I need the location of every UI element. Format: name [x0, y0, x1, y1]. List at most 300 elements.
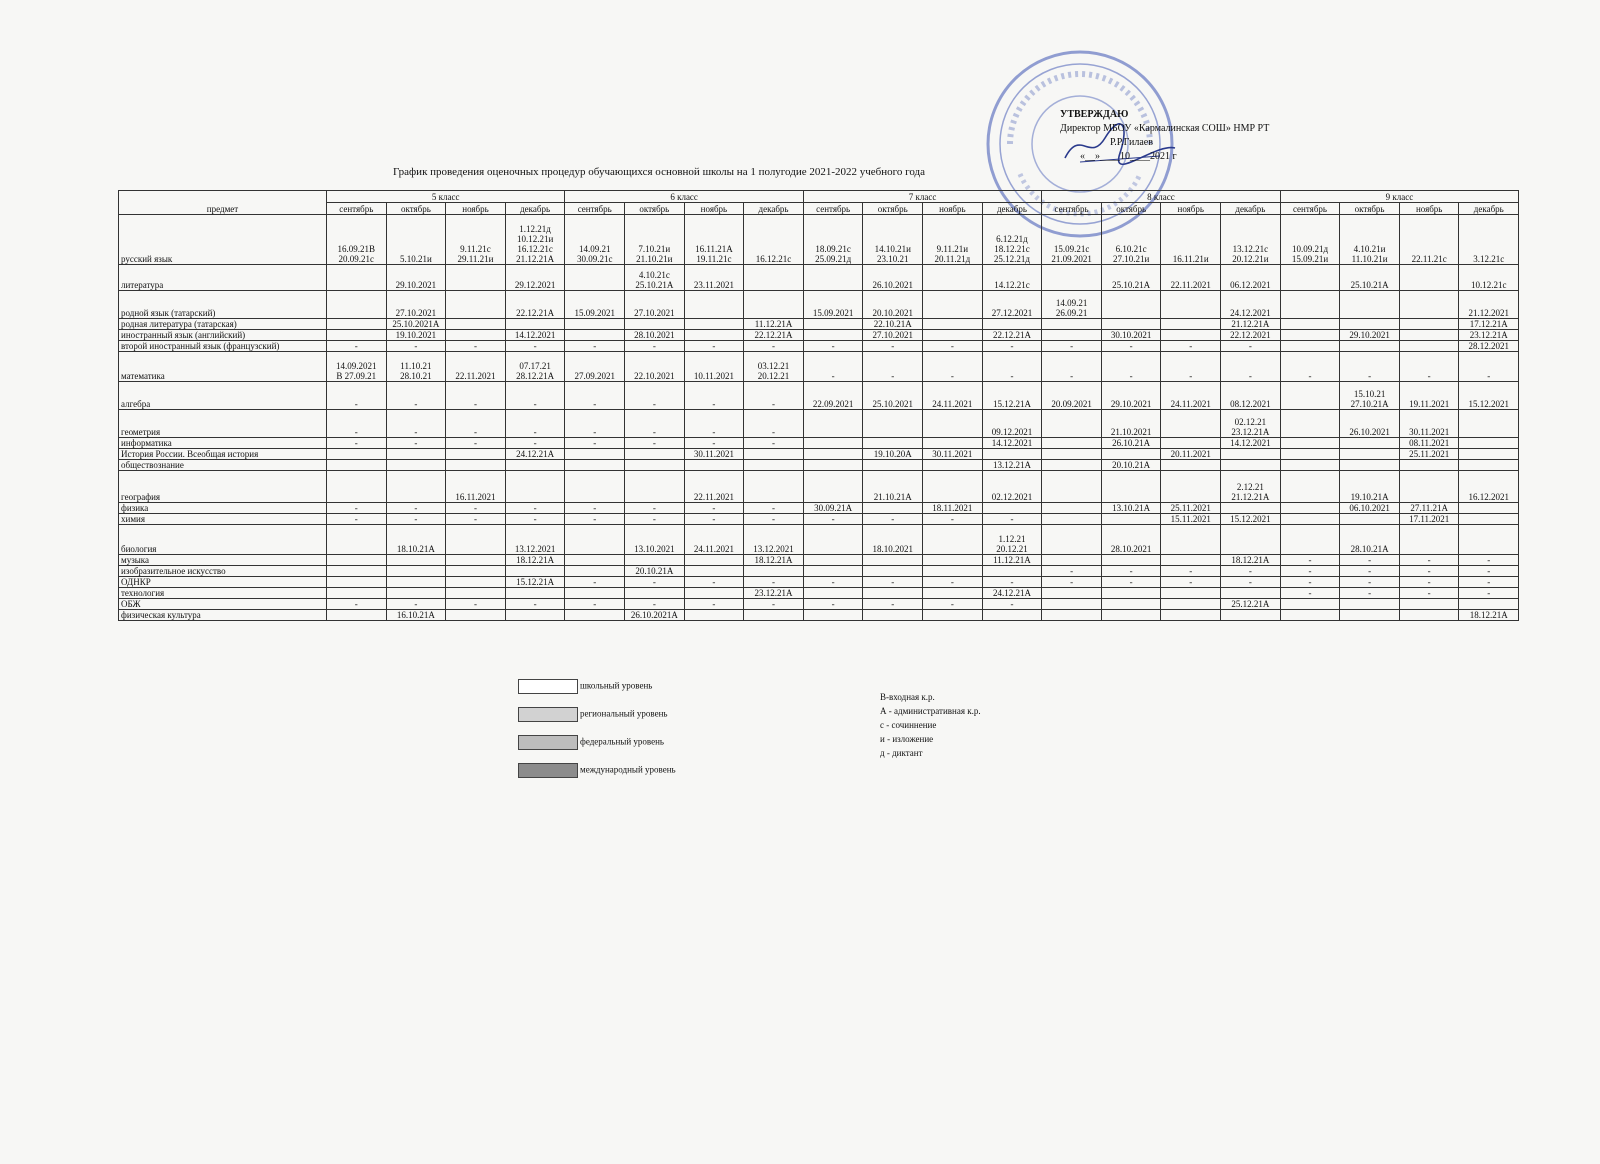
date-cell: 14.09.2021 В 27.09.21 — [327, 352, 387, 382]
date-cell: 26.10.2021 — [863, 265, 923, 291]
date-cell — [505, 471, 565, 503]
date-cell: - — [565, 577, 625, 588]
date-cell: - — [1340, 577, 1400, 588]
date-cell: - — [744, 599, 804, 610]
date-cell — [1161, 291, 1221, 319]
date-cell: - — [1221, 566, 1281, 577]
date-cell: - — [684, 577, 744, 588]
date-cell — [1161, 599, 1221, 610]
subject-cell: физическая культура — [119, 610, 327, 621]
date-cell: 25.10.21А — [1101, 265, 1161, 291]
date-cell — [446, 330, 506, 341]
date-cell — [1221, 503, 1281, 514]
date-cell — [923, 265, 983, 291]
date-cell — [446, 319, 506, 330]
date-cell — [684, 555, 744, 566]
date-cell: - — [446, 410, 506, 438]
date-cell: 14.12.2021 — [1221, 438, 1281, 449]
date-cell: 26.10.21А — [1101, 438, 1161, 449]
date-cell: 28.10.21А — [1340, 525, 1400, 555]
date-cell — [1101, 514, 1161, 525]
date-cell — [1340, 449, 1400, 460]
date-cell — [744, 566, 804, 577]
table-row — [119, 319, 1519, 330]
date-cell: - — [803, 599, 863, 610]
date-cell: - — [327, 599, 387, 610]
date-cell: - — [1399, 352, 1459, 382]
date-cell — [1042, 525, 1102, 555]
date-cell: 24.11.2021 — [684, 525, 744, 555]
date-cell: 22.09.2021 — [803, 382, 863, 410]
date-cell — [1042, 449, 1102, 460]
date-cell: 03.12.21 20.12.21 — [744, 352, 804, 382]
date-cell: - — [1101, 566, 1161, 577]
schedule-body — [119, 215, 1519, 621]
date-cell: 3.12.21с — [1459, 215, 1519, 265]
date-cell: - — [744, 438, 804, 449]
subject-cell: химия — [119, 514, 327, 525]
date-cell: - — [863, 352, 923, 382]
date-cell: 24.11.2021 — [1161, 382, 1221, 410]
date-cell — [923, 291, 983, 319]
date-cell — [565, 566, 625, 577]
date-cell — [565, 460, 625, 471]
date-cell: - — [803, 514, 863, 525]
date-cell: - — [327, 438, 387, 449]
date-cell: - — [565, 341, 625, 352]
date-cell — [744, 265, 804, 291]
date-cell — [1221, 460, 1281, 471]
date-cell: 09.12.2021 — [982, 410, 1042, 438]
table-row — [119, 610, 1519, 621]
date-cell: - — [863, 514, 923, 525]
date-cell — [1280, 460, 1340, 471]
date-cell: 29.12.2021 — [505, 265, 565, 291]
date-cell — [863, 410, 923, 438]
date-cell: 02.12.2021 — [982, 471, 1042, 503]
date-cell: 30.09.21А — [803, 503, 863, 514]
date-cell — [1280, 599, 1340, 610]
date-cell: - — [1280, 352, 1340, 382]
date-cell — [1042, 410, 1102, 438]
table-row — [119, 291, 1519, 319]
date-cell: - — [1340, 352, 1400, 382]
legend-item — [518, 735, 664, 750]
date-cell: - — [863, 341, 923, 352]
date-cell: 17.12.21А — [1459, 319, 1519, 330]
date-cell — [327, 449, 387, 460]
date-cell: 22.12.21А — [505, 291, 565, 319]
date-cell: - — [565, 503, 625, 514]
date-cell: - — [625, 438, 685, 449]
date-cell — [1340, 460, 1400, 471]
date-cell: 30.10.2021 — [1101, 330, 1161, 341]
date-cell — [386, 577, 446, 588]
date-cell — [923, 460, 983, 471]
date-cell — [1221, 449, 1281, 460]
date-cell: - — [982, 577, 1042, 588]
date-cell: 25.10.2021 — [863, 382, 923, 410]
date-cell — [1280, 382, 1340, 410]
date-cell — [1042, 438, 1102, 449]
date-cell — [1399, 291, 1459, 319]
legend-label: международный уровень — [580, 764, 676, 775]
date-cell: - — [923, 352, 983, 382]
date-cell — [1161, 330, 1221, 341]
date-cell: 08.11.2021 — [1399, 438, 1459, 449]
date-cell: 22.12.21А — [744, 330, 804, 341]
date-cell: - — [684, 514, 744, 525]
date-cell — [1101, 588, 1161, 599]
date-cell — [446, 588, 506, 599]
month-header: декабрь — [744, 203, 804, 215]
date-cell — [1042, 610, 1102, 621]
date-cell — [625, 449, 685, 460]
date-cell: - — [744, 503, 804, 514]
date-cell — [982, 610, 1042, 621]
table-row — [119, 410, 1519, 438]
date-cell — [386, 588, 446, 599]
subject-cell: русский язык — [119, 215, 327, 265]
date-cell — [1280, 341, 1340, 352]
subject-cell: родной язык (татарский) — [119, 291, 327, 319]
subject-cell: родная литература (татарская) — [119, 319, 327, 330]
date-cell: 14.10.21и 23.10.21 — [863, 215, 923, 265]
date-cell — [446, 610, 506, 621]
date-cell — [446, 449, 506, 460]
date-cell: 9.11.21с 29.11.21и — [446, 215, 506, 265]
subject-cell: геометрия — [119, 410, 327, 438]
date-cell: - — [744, 341, 804, 352]
legend-swatch — [518, 763, 578, 778]
date-cell — [1340, 438, 1400, 449]
date-cell: 13.12.21А — [982, 460, 1042, 471]
date-cell: - — [684, 341, 744, 352]
date-cell: 14.12.21с — [982, 265, 1042, 291]
date-cell — [803, 460, 863, 471]
date-cell — [1399, 610, 1459, 621]
date-cell — [923, 319, 983, 330]
date-cell: 22.10.2021 — [625, 352, 685, 382]
date-cell: - — [386, 599, 446, 610]
date-cell: - — [923, 514, 983, 525]
date-cell: 21.10.2021 — [1101, 410, 1161, 438]
date-cell: 25.12.21А — [1221, 599, 1281, 610]
date-cell: 13.12.2021 — [505, 525, 565, 555]
date-cell: - — [1101, 341, 1161, 352]
date-cell: - — [327, 514, 387, 525]
date-cell — [1161, 438, 1221, 449]
date-cell — [505, 319, 565, 330]
date-cell — [1101, 599, 1161, 610]
date-cell: 28.10.2021 — [1101, 525, 1161, 555]
date-cell: 2.12.21 21.12.21А — [1221, 471, 1281, 503]
date-cell: - — [684, 410, 744, 438]
date-cell — [446, 566, 506, 577]
date-cell: - — [327, 410, 387, 438]
date-cell: 27.10.2021 — [625, 291, 685, 319]
date-cell: 26.10.2021 — [1340, 410, 1400, 438]
month-header: октябрь — [386, 203, 446, 215]
class-header: 6 класс — [565, 191, 803, 203]
table-row — [119, 577, 1519, 588]
date-cell: - — [505, 410, 565, 438]
legend-label: школьный уровень — [580, 680, 653, 691]
date-cell: - — [1340, 555, 1400, 566]
date-cell: - — [1161, 352, 1221, 382]
date-cell — [625, 555, 685, 566]
date-cell: - — [1042, 352, 1102, 382]
date-cell: 14.09.21 26.09.21 — [1042, 291, 1102, 319]
abbreviation-item: и - изложение — [880, 734, 934, 744]
date-cell — [1399, 265, 1459, 291]
date-cell: - — [446, 514, 506, 525]
date-cell — [327, 319, 387, 330]
date-cell — [684, 291, 744, 319]
date-cell — [863, 503, 923, 514]
date-cell — [744, 449, 804, 460]
date-cell: 17.11.2021 — [1399, 514, 1459, 525]
table-row — [119, 438, 1519, 449]
subject-cell: биология — [119, 525, 327, 555]
date-cell: - — [1221, 341, 1281, 352]
date-cell: - — [923, 577, 983, 588]
date-cell — [982, 566, 1042, 577]
month-header: октябрь — [863, 203, 923, 215]
date-cell: - — [1101, 352, 1161, 382]
date-cell — [863, 566, 923, 577]
date-cell: 10.11.2021 — [684, 352, 744, 382]
date-cell: - — [386, 514, 446, 525]
subject-header: предмет — [119, 191, 327, 215]
date-cell — [1042, 588, 1102, 599]
date-cell: - — [1340, 588, 1400, 599]
legend-swatch — [518, 679, 578, 694]
subject-cell: ОДНКР — [119, 577, 327, 588]
table-row — [119, 215, 1519, 265]
date-cell — [505, 566, 565, 577]
date-cell: - — [446, 438, 506, 449]
date-cell: - — [1042, 566, 1102, 577]
table-row — [119, 382, 1519, 410]
month-header: сентябрь — [1280, 203, 1340, 215]
date-cell — [803, 438, 863, 449]
date-cell: - — [1280, 555, 1340, 566]
date-cell — [803, 410, 863, 438]
date-cell: 5.10.21и — [386, 215, 446, 265]
table-row — [119, 449, 1519, 460]
table-row — [119, 599, 1519, 610]
date-cell: 14.12.2021 — [982, 438, 1042, 449]
date-cell: - — [982, 341, 1042, 352]
date-cell: - — [505, 438, 565, 449]
date-cell — [1459, 410, 1519, 438]
date-cell: - — [744, 382, 804, 410]
subject-cell: второй иностранный язык (французский) — [119, 341, 327, 352]
date-cell — [565, 525, 625, 555]
date-cell: 22.12.21А — [982, 330, 1042, 341]
date-cell — [565, 265, 625, 291]
subject-cell: география — [119, 471, 327, 503]
date-cell: 29.10.2021 — [1101, 382, 1161, 410]
approval-date: «__»____10____2021 г — [1080, 151, 1177, 162]
date-cell — [1280, 525, 1340, 555]
date-cell — [1399, 525, 1459, 555]
date-cell — [744, 460, 804, 471]
date-cell — [1459, 514, 1519, 525]
date-cell: 22.11.2021 — [684, 471, 744, 503]
date-cell: 30.11.2021 — [923, 449, 983, 460]
subject-cell: литература — [119, 265, 327, 291]
month-header: декабрь — [505, 203, 565, 215]
table-row — [119, 566, 1519, 577]
month-header: декабрь — [1459, 203, 1519, 215]
date-cell — [327, 588, 387, 599]
date-cell: 23.11.2021 — [684, 265, 744, 291]
date-cell: - — [1280, 588, 1340, 599]
date-cell — [1101, 471, 1161, 503]
table-row — [119, 471, 1519, 503]
date-cell: 27.09.2021 — [565, 352, 625, 382]
date-cell: 22.11.2021 — [446, 352, 506, 382]
date-cell — [1340, 610, 1400, 621]
date-cell: 10.12.21с — [1459, 265, 1519, 291]
date-cell — [923, 610, 983, 621]
date-cell: 18.12.21А — [505, 555, 565, 566]
date-cell: 28.10.2021 — [625, 330, 685, 341]
date-cell: - — [386, 438, 446, 449]
date-cell: - — [1042, 577, 1102, 588]
date-cell: - — [744, 514, 804, 525]
date-cell: - — [1399, 566, 1459, 577]
date-cell: - — [803, 352, 863, 382]
legend-label: федеральный уровень — [580, 736, 664, 747]
class-header: 7 класс — [803, 191, 1041, 203]
date-cell — [327, 460, 387, 471]
date-cell — [565, 610, 625, 621]
date-cell: 27.10.2021 — [386, 291, 446, 319]
date-cell — [1280, 449, 1340, 460]
date-cell — [565, 555, 625, 566]
date-cell: - — [625, 410, 685, 438]
date-cell: 30.11.2021 — [684, 449, 744, 460]
subject-cell: физика — [119, 503, 327, 514]
date-cell: 16.11.2021 — [446, 471, 506, 503]
date-cell — [1042, 265, 1102, 291]
date-cell — [863, 460, 923, 471]
date-cell: 9.11.21и 20.11.21д — [923, 215, 983, 265]
date-cell — [684, 319, 744, 330]
date-cell: 11.12.21А — [982, 555, 1042, 566]
date-cell: - — [1280, 566, 1340, 577]
date-cell — [744, 291, 804, 319]
date-cell: - — [386, 382, 446, 410]
date-cell — [1459, 599, 1519, 610]
date-cell: 1.12.21д 10.12.21и 16.12.21с 21.12.21А — [505, 215, 565, 265]
date-cell — [446, 525, 506, 555]
date-cell: - — [386, 503, 446, 514]
date-cell: - — [1340, 566, 1400, 577]
subject-cell: обществознание — [119, 460, 327, 471]
subject-cell: информатика — [119, 438, 327, 449]
date-cell — [1399, 460, 1459, 471]
date-cell — [863, 588, 923, 599]
date-cell — [982, 319, 1042, 330]
date-cell: 11.12.21А — [744, 319, 804, 330]
date-cell: 4.10.21с 25.10.21А — [625, 265, 685, 291]
date-cell: - — [1161, 566, 1221, 577]
legend-item — [518, 763, 676, 778]
date-cell — [505, 588, 565, 599]
date-cell: 26.10.2021А — [625, 610, 685, 621]
date-cell — [1042, 330, 1102, 341]
legend-label: региональный уровень — [580, 708, 668, 719]
date-cell — [1101, 610, 1161, 621]
date-cell: 29.10.2021 — [386, 265, 446, 291]
date-cell — [923, 525, 983, 555]
date-cell: 07.17.21 28.12.21А — [505, 352, 565, 382]
date-cell — [1280, 319, 1340, 330]
date-cell — [982, 503, 1042, 514]
date-cell: 15.09.2021 — [565, 291, 625, 319]
legend-item — [518, 707, 668, 722]
date-cell: 06.10.2021 — [1340, 503, 1400, 514]
table-row — [119, 341, 1519, 352]
date-cell — [803, 566, 863, 577]
date-cell — [565, 588, 625, 599]
subject-cell: История России. Всеобщая история — [119, 449, 327, 460]
date-cell — [565, 330, 625, 341]
date-cell: - — [1221, 577, 1281, 588]
date-cell — [1161, 410, 1221, 438]
date-cell: - — [625, 341, 685, 352]
date-cell — [684, 330, 744, 341]
date-cell: - — [565, 438, 625, 449]
date-cell: 23.12.21А — [744, 588, 804, 599]
date-cell — [1340, 514, 1400, 525]
date-cell: - — [446, 599, 506, 610]
date-cell: 15.12.2021 — [1221, 514, 1281, 525]
date-cell: 20.10.2021 — [863, 291, 923, 319]
date-cell — [1101, 319, 1161, 330]
abbreviation-item: д - диктант — [880, 748, 923, 758]
date-cell — [923, 588, 983, 599]
date-cell: 11.10.21 28.10.21 — [386, 352, 446, 382]
date-cell — [803, 588, 863, 599]
date-cell: 27.12.2021 — [982, 291, 1042, 319]
date-cell: 02.12.21 23.12.21А — [1221, 410, 1281, 438]
month-header: сентябрь — [327, 203, 387, 215]
date-cell — [1280, 291, 1340, 319]
date-cell — [327, 610, 387, 621]
date-cell — [1101, 449, 1161, 460]
date-cell — [327, 265, 387, 291]
table-row — [119, 514, 1519, 525]
date-cell: 20.11.2021 — [1161, 449, 1221, 460]
approval-block — [1060, 108, 1269, 164]
date-cell — [1280, 514, 1340, 525]
date-cell — [1161, 525, 1221, 555]
date-cell: 22.12.2021 — [1221, 330, 1281, 341]
date-cell — [1340, 341, 1400, 352]
date-cell — [803, 610, 863, 621]
date-cell: 16.11.21А 19.11.21с — [684, 215, 744, 265]
subject-cell: иностранный язык (английский) — [119, 330, 327, 341]
date-cell — [1221, 525, 1281, 555]
date-cell: - — [625, 599, 685, 610]
date-cell: 20.09.2021 — [1042, 382, 1102, 410]
date-cell — [744, 610, 804, 621]
